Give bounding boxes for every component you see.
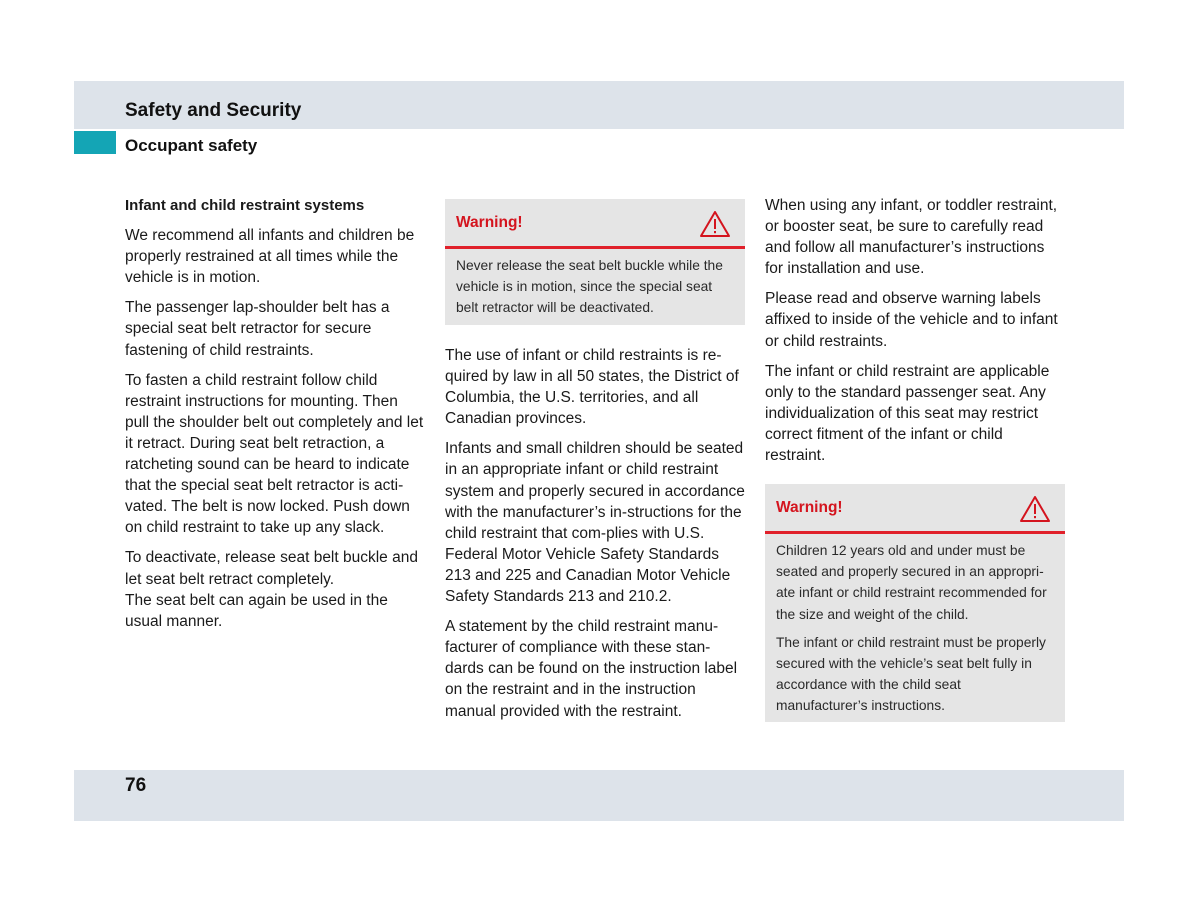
- page-number: 76: [125, 775, 147, 796]
- paragraph: When using any infant, or toddler restraint, or booster seat, be sure to carefully read and follow all manufacturer’s instructions for installation and use.: [765, 197, 1058, 278]
- warning-header: [765, 484, 1065, 534]
- paragraph: To deactivate, release seat belt buckle and let seat belt retract completely.: [125, 549, 418, 588]
- warning-text: The infant or child restraint must be properly secured with the vehicle’s seat belt fully in accordance with the child seat manufacturer’s instructions.: [776, 634, 1046, 714]
- section-tab-marker: [74, 131, 116, 154]
- column-left: [125, 195, 425, 641]
- warning-text: Never release the seat belt buckle while the vehicle is in motion, since the special seat belt retractor will be deactivated.: [456, 258, 723, 316]
- warning-label: Warning!: [776, 499, 843, 516]
- paragraph: We recommend all infants and children be properly restrained at all times while the vehicle is in motion.: [125, 227, 415, 287]
- paragraph: The use of infant or child restraints is re-quired by law in all 50 states, the District of Columbia, the U.S. territories, and all Canadian provinces.: [445, 347, 739, 428]
- paragraph: The seat belt can again be used in the usual manner.: [125, 591, 388, 630]
- warning-body: [445, 249, 745, 319]
- paragraph: Please read and observe warning labels affixed to inside of the vehicle and to infant or child restraints.: [765, 290, 1058, 350]
- paragraph: The infant or child restraint are applicable only to the standard passenger seat. Any individualization of this seat may restrict correct fitment of the infant or child restraint.: [765, 362, 1050, 465]
- warning-triangle-icon: [1019, 495, 1051, 523]
- warning-triangle-icon: [699, 210, 731, 238]
- column-right: [765, 195, 1065, 475]
- paragraph: To fasten a child restraint follow child restraint instructions for mounting. Then pull the shoulder belt out completely and let it retract. During seat belt retraction, a ratcheting sound can be heard to indicate that the special seat belt retractor is acti-vated. The belt is now locked. Push down on child restraint to take up any slack.: [125, 371, 424, 537]
- paragraph: A statement by the child restraint manu-facturer of compliance with these stan-dards can be found on the instruction label on the restraint and in the instruction manual provided with the restraint.: [445, 618, 738, 720]
- warning-label: Warning!: [456, 214, 523, 231]
- warning-box: [445, 199, 745, 325]
- subsection-title: Occupant safety: [125, 136, 258, 155]
- paragraph: The passenger lap-shoulder belt has a special seat belt retractor for secure fastening of child restraints.: [125, 299, 390, 359]
- paragraph: Infants and small children should be seated in an appropriate infant or child restraint system and properly secured in accordance with the manufacturer’s in-structions for the child restraint that com-plies with U.S. Federal Motor Vehicle Safety Standards 213 and 225 and Canadian Motor Vehicle Safety Standards 213 and 210.2.: [445, 440, 745, 606]
- footer-band: [74, 770, 1124, 821]
- warning-text: Children 12 years old and under must be seated and properly secured in an appropri-ate infant or child restraint recommended for the size and weight of the child.: [776, 543, 1047, 622]
- subheading: Infant and child restraint systems: [125, 197, 365, 214]
- warning-header: [445, 199, 745, 249]
- warning-body: [765, 534, 1065, 717]
- warning-box: [765, 484, 1065, 722]
- section-title: Safety and Security: [125, 100, 302, 121]
- column-middle: [445, 345, 745, 731]
